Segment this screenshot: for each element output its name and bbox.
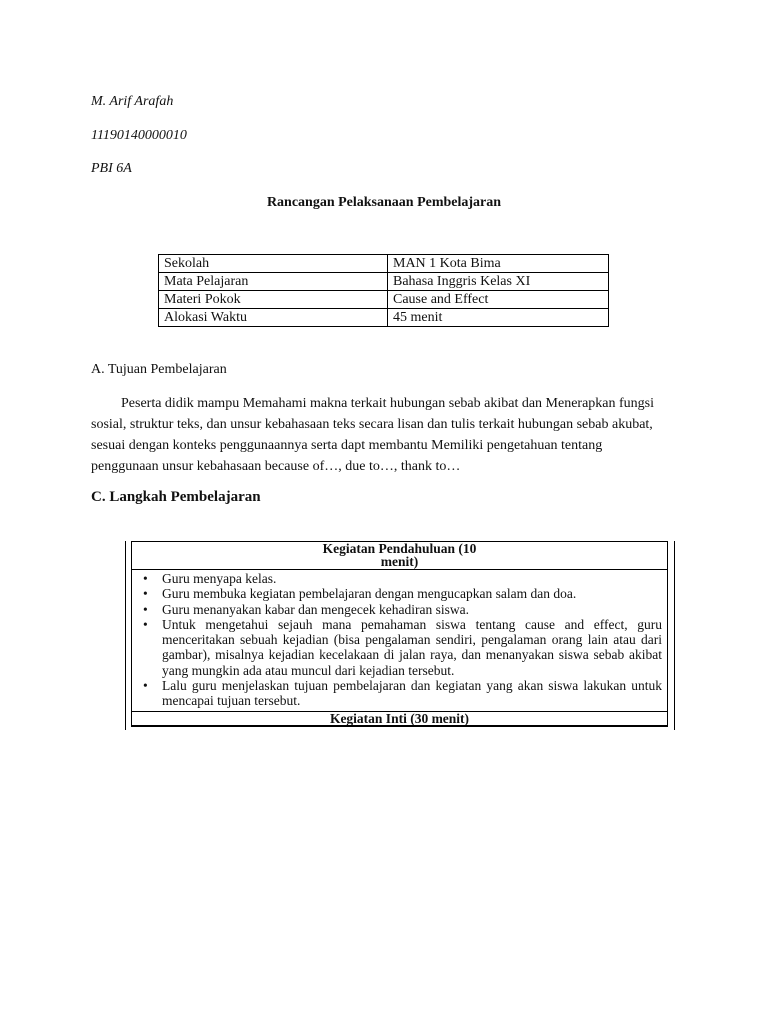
list-item (143, 586, 662, 602)
pendahuluan-heading-line1: Kegiatan Pendahuluan (10 (322, 541, 477, 556)
activity-text: Guru membuka kegiatan pembelajaran dengan mengucapkan salam dan doa. (162, 586, 577, 602)
info-table (158, 254, 609, 327)
table-row (159, 309, 609, 327)
bullet-icon: • (143, 616, 148, 632)
author-name: M. Arif Arafah (91, 94, 174, 109)
section-c-heading: C. Langkah Pembelajaran (91, 489, 261, 505)
list-item (143, 678, 662, 709)
activity-text: Lalu guru menjelaskan tujuan pembelajaran dan kegiatan yang akan siswa lakukan untuk mencapai tujuan tersebut. (162, 678, 662, 709)
pendahuluan-heading (132, 542, 667, 570)
paragraph-text: Peserta didik mampu Memahami makna terkait hubungan sebab akibat dan Menerapkan fungsi sosial, struktur teks, dan unsur kebahasaan teks secara lisan dan tulis terkait hubungan sebab akubat, sesuai dengan konteks penggunaannya serta dapt membantu Memiliki pengetahuan tentang penggunaan unsur kebahasaan because of…, due to…, thank to… (91, 396, 655, 474)
table-row (159, 273, 609, 291)
document-title: Rancangan Pelaksanaan Pembelajaran (266, 195, 502, 210)
list-item (143, 601, 662, 617)
bullet-icon: • (143, 678, 148, 694)
info-key: Alokasi Waktu (159, 309, 388, 327)
list-item (143, 571, 662, 586)
activity-list (132, 570, 667, 711)
pendahuluan-heading-line2: menit) (380, 554, 419, 569)
table-row (159, 291, 609, 309)
bullet-icon: • (143, 586, 148, 602)
info-value: Cause and Effect (388, 291, 609, 309)
info-value: Bahasa Inggris Kelas XI (388, 273, 609, 291)
activity-text: Guru menyapa kelas. (162, 571, 277, 586)
info-value: 45 menit (388, 309, 609, 327)
info-key: Materi Pokok (159, 291, 388, 309)
activity-text: Guru menanyakan kabar dan mengecek kehadiran siswa. (162, 601, 469, 617)
info-value: MAN 1 Kota Bima (388, 255, 609, 273)
inti-heading: Kegiatan Inti (30 menit) (132, 711, 667, 726)
list-item (143, 616, 662, 678)
info-key: Sekolah (159, 255, 388, 273)
bullet-icon: • (143, 601, 148, 617)
section-a-paragraph (91, 393, 673, 477)
student-id: 11190140000010 (91, 128, 187, 143)
activity-text: Untuk mengetahui sejauh mana pemahaman siswa tentang cause and effect, guru menceritakan sebuah kejadian (bisa pengalaman sendiri, pengalaman orang lain atau dari gambar), misalnya kejadian kecelakaan di jalan raya, dan menanyakan siswa sebab akibat yang mungkin ada atau muncul dari kejadian tersebut. (162, 616, 662, 678)
bullet-icon: • (143, 571, 148, 586)
info-key: Mata Pelajaran (159, 273, 388, 291)
class-label: PBI 6A (91, 161, 132, 176)
section-a-heading: A. Tujuan Pembelajaran (91, 362, 227, 377)
activities-table (131, 541, 668, 727)
table-row (159, 255, 609, 273)
